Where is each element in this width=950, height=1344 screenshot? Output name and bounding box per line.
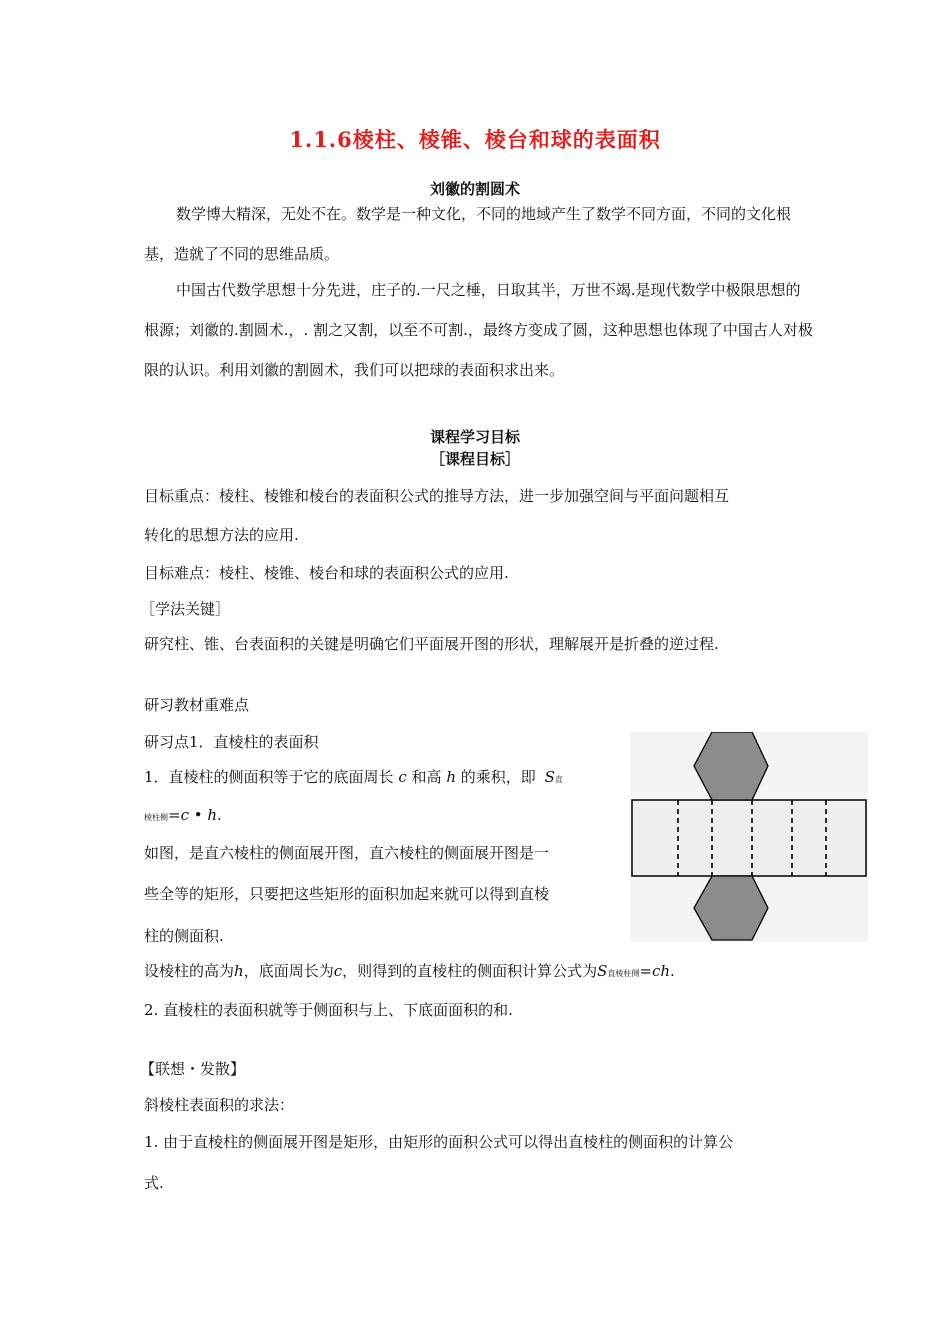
formula-mid: ，底面周长为 (243, 962, 334, 980)
formula-ch: ch (651, 962, 671, 980)
goal-key-line-2: 转化的思想方法的应用. (144, 526, 299, 544)
goal-key-line-1: 目标重点：棱柱、棱锥和棱台的表面积公式的推导方法，进一步加强空间与平面问题相互 (144, 487, 730, 505)
dot-operator: • (188, 806, 208, 824)
paragraph-intro: 数学博大精深，无处不在。数学是一种文化，不同的地域产生了数学不同方面，不同的文化根基，造就了不同的思维品质。 (144, 205, 792, 263)
var-h: h (446, 768, 456, 786)
formula-h: h (207, 806, 218, 824)
point1-item2: 2. 直棱柱的表面积就等于侧面积与上、下底面面积的和. (144, 1001, 513, 1019)
point1-item1-formula (144, 806, 222, 824)
period: . (217, 806, 222, 824)
oblique-item1-b: 式. (144, 1174, 164, 1192)
item1-tail: 的乘积，即 (460, 768, 536, 786)
formula-equals: = (639, 962, 652, 980)
formula-var-c: c (333, 962, 343, 980)
goal-hard: 目标难点：棱柱、棱锥、棱台和球的表面积公式的应用. (144, 564, 509, 582)
formula-var-h: h (234, 962, 244, 980)
association-heading: 【联想・发散】 (140, 1060, 246, 1078)
var-S: S (544, 768, 555, 786)
equals-sign: = (168, 806, 181, 824)
section-heading-goals: 课程学习目标 (429, 428, 520, 446)
hexagonal-prism-net-figure (630, 732, 868, 942)
formula-line (144, 960, 675, 981)
subscript-prism-side: 棱柱侧 (144, 813, 168, 822)
formula-end: . (670, 962, 675, 980)
section-heading-liuhui: 刘徽的割圆术 (429, 180, 520, 198)
method-heading: ［学法关键］ (140, 600, 231, 618)
lateral-rectangle (632, 800, 866, 876)
subscript-zhi: 直 (554, 775, 563, 784)
figure-desc-3: 柱的侧面积. (144, 927, 224, 945)
var-c: c (398, 768, 407, 786)
point1-heading: 研习点1．直棱柱的表面积 (144, 733, 319, 751)
figure-desc-2: 些全等的矩形，只要把这些矩形的面积加起来就可以得到直棱 (144, 885, 550, 903)
subheading-course-goals: ［课程目标］ (429, 450, 520, 468)
paragraph-liuhui: 中国古代数学思想十分先进，庄子的.一尺之棰，日取其半，万世不竭.是现代数学中极限思想的根源；刘徽的.割圆术.，. 割之又割，以至不可割.，最终方变成了圆，这种思想也体现了中国古人对极限的认识。利用刘徽的割圆术，我们可以把球的表面积求出来。 (144, 281, 813, 379)
oblique-item1-a: 1. 由于直棱柱的侧面展开图是矩形，由矩形的面积公式可以得出直棱柱的侧面积的计算公 (144, 1133, 734, 1151)
item1-and: 和高 (411, 768, 442, 786)
formula-var-S: S (597, 962, 608, 980)
formula-pre: 设棱柱的高为 (144, 962, 235, 980)
method-text: 研究柱、锥、台表面积的关键是明确它们平面展开图的形状，理解展开是折叠的逆过程. (144, 635, 719, 653)
formula-c: c (180, 806, 189, 824)
formula-subscript: 直棱柱侧 (607, 969, 640, 978)
oblique-prism-line: 斜棱柱表面积的求法： (144, 1096, 295, 1114)
study-heading: 研习教材重难点 (144, 696, 250, 714)
figure-desc-1: 如图，是直六棱柱的侧面展开图，直六棱柱的侧面展开图是一 (144, 844, 550, 862)
page-title: 1.1.6棱柱、棱锥、棱台和球的表面积 (289, 127, 661, 152)
point1-item1 (144, 766, 563, 787)
formula-post: ，则得到的直棱柱的侧面积计算公式为 (342, 962, 598, 980)
item1-text: 1．直棱柱的侧面积等于它的底面周长 (144, 768, 394, 786)
